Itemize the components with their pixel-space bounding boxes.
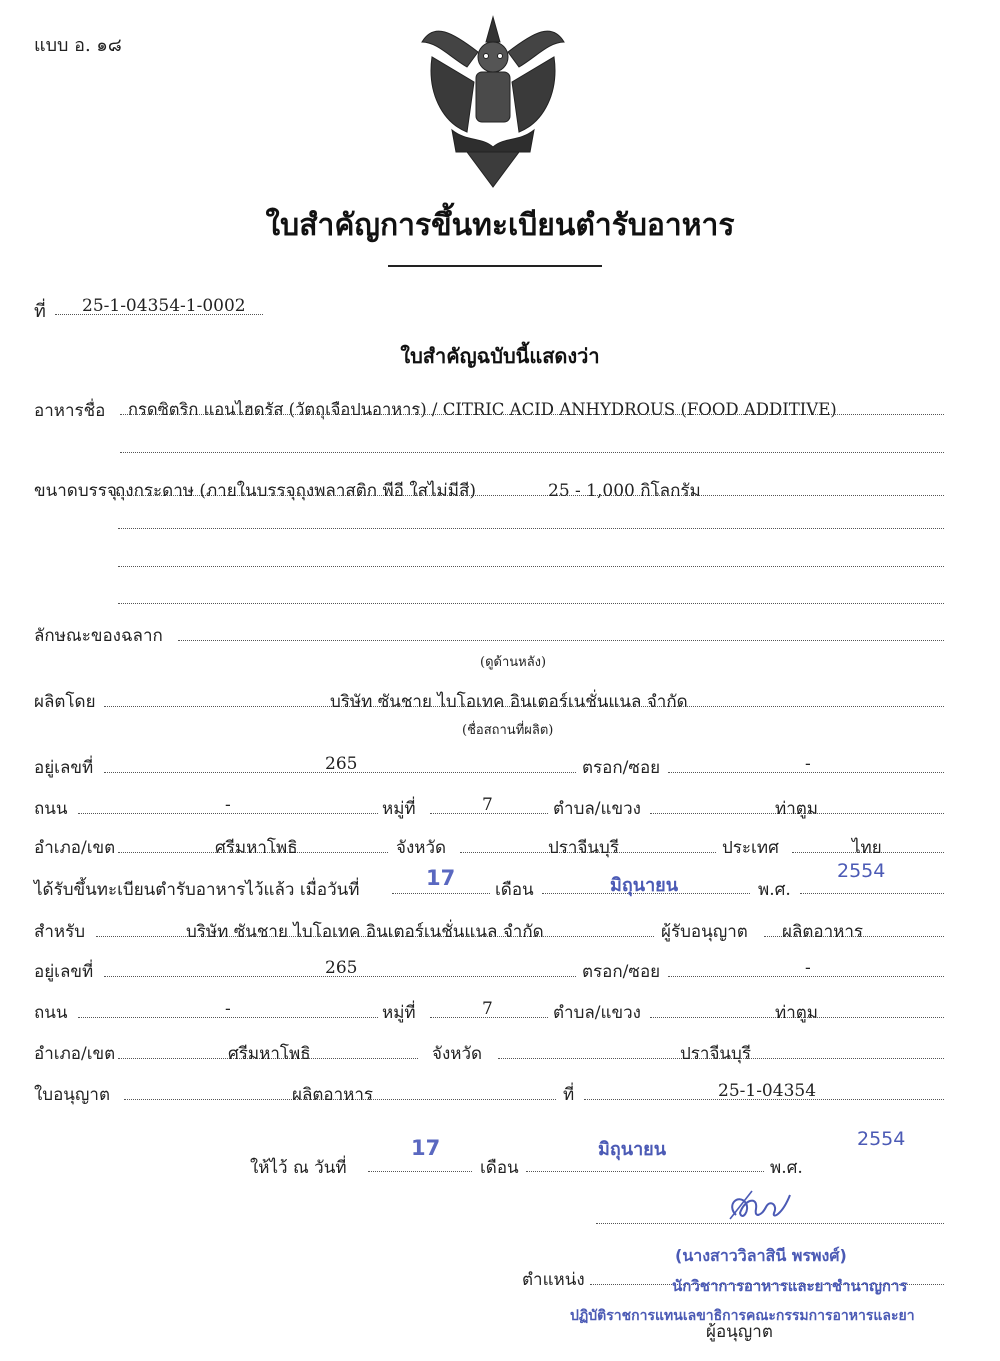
food-name-label: อาหารชื่อ <box>34 401 106 421</box>
license-no-label: ที่ <box>563 1085 575 1105</box>
address2-tambon-label: ตำบล/แขวง <box>553 1003 641 1023</box>
signatory-position: นักวิชาการอาหารและยาชำนาญการ <box>672 1277 908 1295</box>
document-title: ใบสำคัญการขึ้นทะเบียนตำรับอาหาร <box>265 208 735 243</box>
address2-lane: - <box>805 958 811 978</box>
form-code: แบบ อ. ๑๘ <box>34 35 122 56</box>
label-feature-label: ลักษณะของฉลาก <box>34 626 163 646</box>
address1-no-label: อยู่เลขที่ <box>34 758 94 778</box>
address2-moo-label: หมู่ที่ <box>382 1003 416 1023</box>
license-value: ผลิตอาหาร <box>292 1085 374 1105</box>
for-company-label: สำหรับ <box>34 922 86 942</box>
producer-label: ผลิตโดย <box>34 692 96 712</box>
address2-province: ปราจีนบุรี <box>680 1044 751 1064</box>
issued-month: มิถุนายน <box>598 1139 667 1160</box>
signatory-role: ผู้อนุญาต <box>706 1322 773 1342</box>
license-no: 25-1-04354 <box>718 1081 817 1101</box>
position-label: ตำแหน่ง <box>522 1270 585 1290</box>
issued-year: 2554 <box>857 1128 906 1150</box>
address1-moo: 7 <box>482 795 493 815</box>
address1-province-label: จังหวัด <box>396 838 447 858</box>
packaging-label: ขนาดบรรจุ <box>34 481 117 501</box>
registered-year: 2554 <box>837 860 886 882</box>
number-label: ที่ <box>34 301 46 322</box>
address1-tambon: ท่าตูม <box>775 799 818 819</box>
address1-no: 265 <box>325 754 358 774</box>
producer-value: บริษัท ซันชาย ไบโอเทค อินเตอร์เนชั่นแนล จำกัด <box>330 692 688 712</box>
signatory-name: (นางสาววิลาสินี พรพงศ์) <box>675 1246 847 1265</box>
licensee-value: ผลิตอาหาร <box>782 922 864 942</box>
address1-amphoe: ศรีมหาโพธิ <box>215 838 298 858</box>
address2-lane-label: ตรอก/ซอย <box>582 962 661 982</box>
issued-label: ให้ไว้ ณ วันที่ <box>250 1158 347 1178</box>
for-company-value: บริษัท ซันชาย ไบโอเทค อินเตอร์เนชั่นแนล จำกัด <box>186 922 544 942</box>
packaging-amount: 25 - 1,000 กิโลกรัม <box>548 481 701 501</box>
registered-label: ได้รับขึ้นทะเบียนตำรับอาหารไว้แล้ว เมื่อวันที่ <box>34 880 360 900</box>
registered-day: 17 <box>426 866 456 890</box>
title-underline <box>388 265 602 267</box>
document-subtitle: ใบสำคัญฉบับนี้แสดงว่า <box>400 344 600 368</box>
address1-province: ปราจีนบุรี <box>548 838 619 858</box>
garuda-emblem <box>412 12 574 190</box>
address1-road: - <box>225 795 231 815</box>
registered-year-label: พ.ศ. <box>758 880 791 900</box>
address1-road-label: ถนน <box>34 799 68 819</box>
address2-no-label: อยู่เลขที่ <box>34 962 94 982</box>
address1-amphoe-label: อำเภอ/เขต <box>34 838 116 858</box>
address2-road: - <box>225 999 231 1019</box>
address1-country-label: ประเทศ <box>722 838 779 858</box>
address1-lane-label: ตรอก/ซอย <box>582 758 661 778</box>
address1-lane: - <box>805 754 811 774</box>
label-feature-note: (ดูด้านหลัง) <box>480 655 547 670</box>
registered-month: มิถุนายน <box>610 875 679 896</box>
address1-tambon-label: ตำบล/แขวง <box>553 799 641 819</box>
issued-day: 17 <box>411 1136 441 1160</box>
packaging-value: ถุงกระดาษ (ภายในบรรจุถุงพลาสติก พีอี ใสไม่มีสี) <box>115 481 476 501</box>
address2-moo: 7 <box>482 999 493 1019</box>
address2-no: 265 <box>325 958 358 978</box>
number-value: 25-1-04354-1-0002 <box>82 296 246 316</box>
address1-country: ไทย <box>852 838 882 858</box>
address2-amphoe: ศรีมหาโพธิ <box>228 1044 311 1064</box>
producer-note: (ชื่อสถานที่ผลิต) <box>462 723 554 738</box>
licensee-label: ผู้รับอนุญาต <box>661 922 748 942</box>
registered-month-label: เดือน <box>495 880 534 900</box>
issued-month-label: เดือน <box>480 1158 519 1178</box>
address1-moo-label: หมู่ที่ <box>382 799 416 819</box>
address2-road-label: ถนน <box>34 1003 68 1023</box>
signatory-acting: ปฏิบัติราชการแทนเลขาธิการคณะกรรมการอาหารและยา <box>570 1308 915 1324</box>
issued-year-label: พ.ศ. <box>770 1158 803 1178</box>
address2-tambon: ท่าตูม <box>775 1003 818 1023</box>
address2-amphoe-label: อำเภอ/เขต <box>34 1044 116 1064</box>
food-name-value: กรดซิตริก แอนไฮดรัส (วัตถุเจือปนอาหาร) / CITRIC ACID ANHYDROUS (FOOD ADDITIVE) <box>128 400 837 419</box>
address2-province-label: จังหวัด <box>432 1044 483 1064</box>
license-label: ใบอนุญาต <box>34 1085 110 1105</box>
